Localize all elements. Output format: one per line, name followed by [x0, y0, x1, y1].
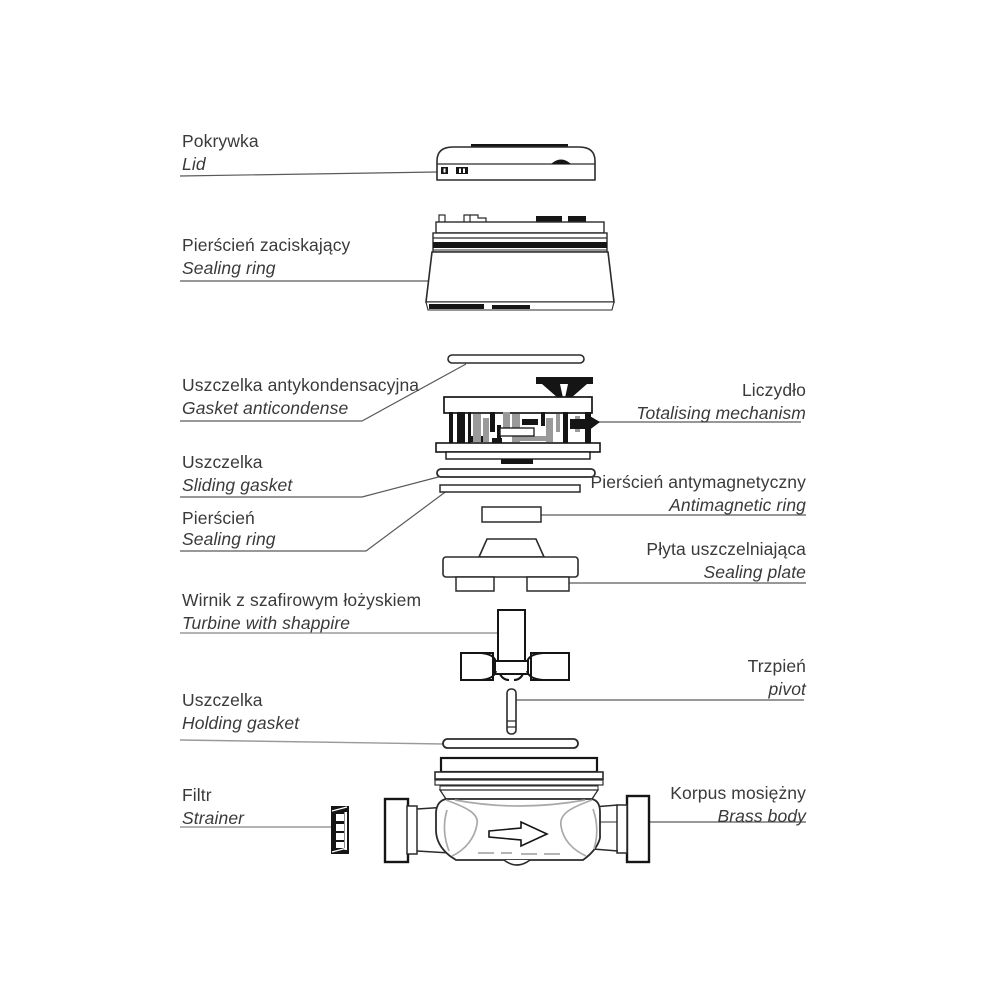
label-antimagnetic-ring-en: Antimagnetic ring: [669, 495, 806, 515]
label-sliding-gasket-en: Sliding gasket: [182, 475, 293, 495]
strainer-drawing: [331, 806, 349, 854]
holding-gasket-drawing: [443, 739, 578, 748]
lid-drawing: [437, 144, 595, 180]
label-sealing-ring-pl: Pierścień: [182, 508, 255, 528]
label-pivot-pl: Trzpień: [747, 656, 806, 676]
label-holding-gasket-en: Holding gasket: [182, 713, 300, 733]
label-pivot: [400, 655, 806, 701]
label-brass-body-en: Brass body: [717, 806, 806, 826]
label-sliding-gasket: [182, 451, 292, 497]
anticondense-gasket-drawing: [448, 355, 584, 363]
leader-holding-gasket: [180, 740, 444, 744]
label-lid-pl: Pokrywka: [182, 131, 259, 151]
label-strainer: [182, 784, 244, 830]
label-brass-body-pl: Korpus mosiężny: [670, 783, 806, 803]
label-sealing-ring: [182, 508, 276, 550]
label-brass-body: [400, 782, 806, 828]
label-anticondense-gasket-en: Gasket anticondense: [182, 398, 349, 418]
label-holding-gasket-pl: Uszczelka: [182, 690, 263, 710]
label-sealing-plate-pl: Płyta uszczelniająca: [646, 539, 806, 559]
label-turbine-en: Turbine with shappire: [182, 613, 351, 633]
label-clamping-ring-en: Sealing ring: [182, 258, 276, 278]
label-sliding-gasket-pl: Uszczelka: [182, 452, 263, 472]
label-turbine-pl: Wirnik z szafirowym łożyskiem: [182, 590, 422, 610]
label-antimagnetic-ring-pl: Pierścień antymagnetyczny: [590, 472, 806, 492]
label-totaliser-en: Totalising mechanism: [636, 403, 806, 423]
label-anticondense-gasket-pl: Uszczelka antykondensacyjna: [182, 375, 420, 395]
label-clamping-ring-pl: Pierścień zaciskający: [182, 235, 351, 255]
label-sealing-plate-en: Sealing plate: [703, 562, 806, 582]
label-clamping-ring: [182, 234, 350, 280]
label-pivot-en: pivot: [768, 679, 806, 699]
label-sealing-ring-en: Sealing ring: [182, 529, 276, 549]
label-anticondense-gasket: [182, 374, 419, 420]
label-strainer-en: Strainer: [182, 808, 245, 828]
label-lid: [182, 130, 259, 176]
clamping-ring-drawing: [426, 215, 614, 310]
label-sealing-plate: [400, 538, 806, 584]
label-holding-gasket: [182, 689, 299, 735]
label-totaliser-pl: Liczydło: [741, 380, 806, 400]
label-antimagnetic-ring: [400, 471, 806, 517]
label-lid-en: Lid: [182, 154, 206, 174]
label-strainer-pl: Filtr: [182, 785, 212, 805]
label-turbine: [182, 589, 421, 635]
label-totaliser: [400, 379, 806, 425]
